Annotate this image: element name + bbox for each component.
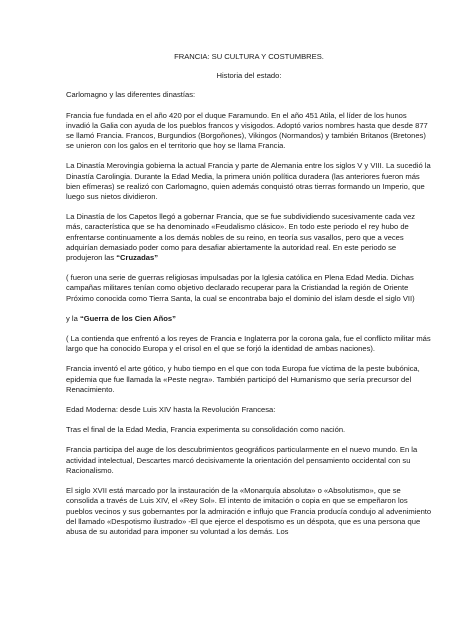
paragraph-consolidacion: Tras el final de la Edad Media, Francia experimenta su consolidación como nación. <box>66 425 346 435</box>
document-title: FRANCIA: SU CULTURA Y COSTUMBRES. <box>174 52 324 61</box>
guerra-cien-anos-term: “Guerra de los Cien Años” <box>79 313 176 323</box>
cruzadas-term: “Cruzadas” <box>116 253 159 263</box>
paragraph-capetos-text: La Dinastía de los Capetos llegó a gobernar Francia, que se fue subdividiendo sucesivamente cada vez más, característica que se ha denominado «Feudalismo clásico». En todo este periodo el rey hubo de enfrentarse continuamente a los demás nobles de su reino, en teoría sus vasallos, pero que a veces adquirían demasiado poder como para desafiar abiertamente la autoridad real. En este periodo se produjeron las <box>66 212 416 263</box>
paragraph-merovingia: La Dinastía Merovingia gobierna la actual Francia y parte de Alemania entre los siglos V y VIII. La sucedió la Dinastía Carolingia. Durante la Edad Media, la primera unión política duradera (las anteriores fueron más bien efímeras) se realizó con Carlomagno, quien además conquistó otras tierras formando un Imperio, que luego sus nietos dividieron. <box>66 161 431 202</box>
paragraph-fundacion: Francia fue fundada en el año 420 por el duque Faramundo. En el año 451 Atila, el líder de los hunos invadió la Galia con ayuda de los pueblos francos y visigodos. Adoptó varios nombres hasta que desde 877 se llamó Francia. Francos, Burgundios (Borgoñones), Vikingos (Normandos) y también Britanos (Bretones) se unieron con los galos en el territorio que hoy se llama Francia. <box>66 110 428 151</box>
paragraph-descubrimientos: Francia participa del auge de los descubrimientos geográficos particularmente en el nuevo mundo. En la actividad intelectual, Descartes marcó decisivamente la orientación del pensamiento occidental con su Racionalismo. <box>66 445 418 475</box>
document-subtitle: Historia del estado: <box>216 71 282 81</box>
paragraph-guerra-text: y la <box>66 313 80 323</box>
paragraph-guerra-cien-anos <box>66 314 432 324</box>
paragraph-arte-gotico: Francia inventó el arte gótico, y hubo tiempo en el que con toda Europa fue víctima de la peste bubónica, epidemia que fue llamada la «Peste negra». También participó del Humanismo que sería precursor del Renacimiento. <box>66 364 420 394</box>
paragraph-absolutismo: El siglo XVII está marcado por la instauración de la «Monarquía absoluta» o «Absolutismo», que se consolida a través de Luis XIV, el «Rey Sol». El intento de imitación o copia en que se empeñaron los pueblos vecinos y sus gobernantes por la admiración e influjo que Francia producía condujo al advenimiento del llamado «Despotismo ilustrado» -El que ejerce el despotismo es un déspota, que es una persona que abusa de su autoridad para imponer su voluntad a los demás. Los <box>66 486 432 536</box>
paragraph-guerra-definicion: ( La contienda que enfrentó a los reyes de Francia e Inglaterra por la corona gala, fue el conflicto militar más largo que ha conocido Europa y el crisol en el que se forjó la identidad de ambas naciones). <box>66 334 431 354</box>
paragraph-capetos <box>66 212 432 263</box>
section-heading-edad-moderna: Edad Moderna: desde Luis XIV hasta la Revolución Francesa: <box>66 405 276 415</box>
paragraph-cruzadas-definicion: ( fueron una serie de guerras religiosas impulsadas por la Iglesia católica en Plena Edad Media. Dichas campañas militares tenían como objetivo declarado recuperar para la Cristiandad la región de Oriente Próximo conocida como Tierra Santa, la cual se encontraba bajo el dominio del islam desde el siglo VII) <box>66 273 415 303</box>
section-heading-carlomagno: Carlomagno y las diferentes dinastías: <box>66 90 196 100</box>
